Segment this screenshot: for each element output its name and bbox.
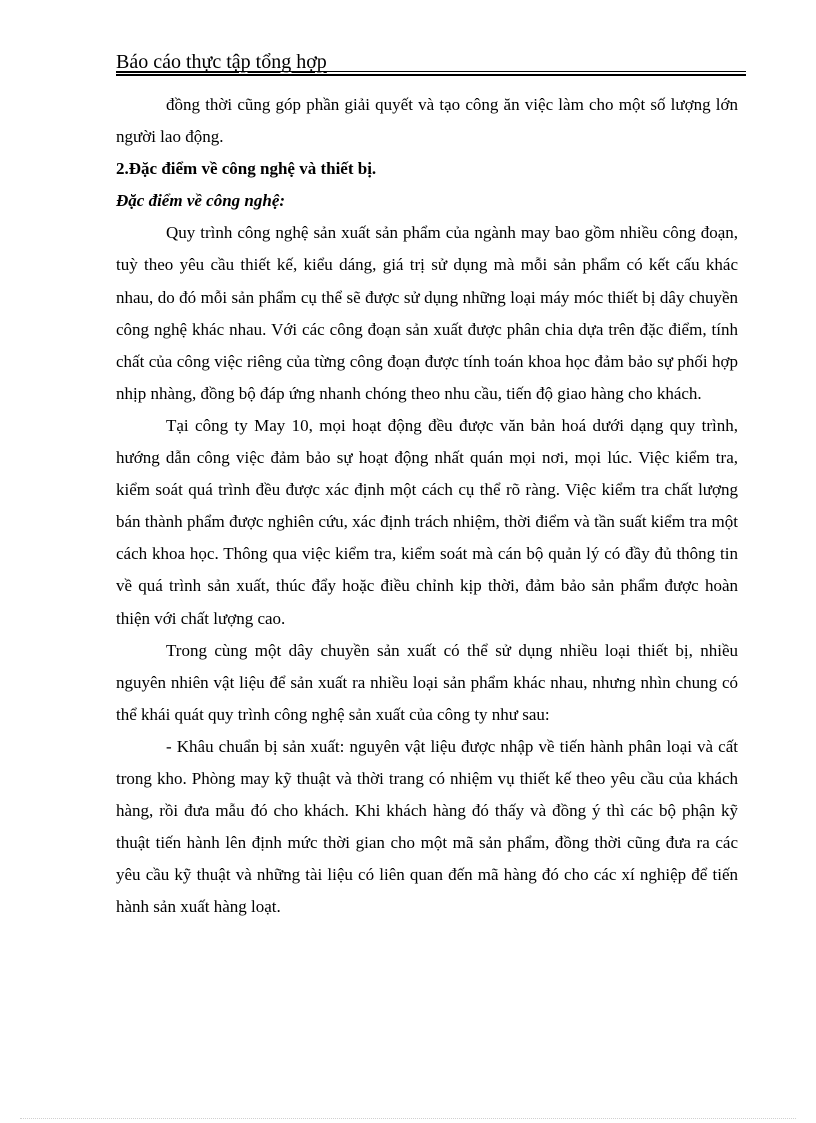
paragraph-preparation-stage: - Khâu chuẩn bị sản xuất: nguyên vật liệu được nhập về tiến hành phân loại và cất trong kho. Phòng may kỹ thuật và thời trang có nhiệm vụ thiết kế theo yêu cầu của khách hàng, rồi đưa mẫu đó cho khách. Khi khách hàng đó thấy và đồng ý thì các bộ phận kỹ thuật tiến hành lên định mức thời gian cho một mã sản phẩm, đồng thời cũng đưa ra các yêu cầu kỹ thuật và những tài liệu có liên quan đến mã hàng đó cho các xí nghiệp để tiến hành sản xuất hàng loạt.: [116, 736, 738, 917]
page-header: [116, 50, 746, 76]
header-title: Báo cáo thực tập tổng hợp: [116, 51, 327, 73]
paragraph-production-line: Trong cùng một dây chuyền sản xuất có thể sử dụng nhiều loại thiết bị, nhiều nguyên nhiên vật liệu để sản xuất ra nhiều loại sản phẩm khác nhau, nhưng nhìn chung có thể khái quát quy trình công nghệ sản xuất của công ty như sau:: [116, 640, 738, 724]
paragraph-continuation: đồng thời cũng góp phần giải quyết và tạo công ăn việc làm cho một số lượng lớn người lao động.: [116, 95, 738, 147]
header-rule-thick: [116, 74, 746, 76]
page-bottom-border: [20, 1118, 796, 1119]
section-heading: 2.Đặc điểm về công nghệ và thiết bị.: [116, 159, 377, 179]
paragraph-process-overview: Quy trình công nghệ sản xuất sản phẩm của ngành may bao gồm nhiều công đoạn, tuỳ theo yêu cầu thiết kế, kiểu dáng, giá trị sử dụng mà mỗi sản phẩm có kết cấu khác nhau, do đó mỗi sản phẩm cụ thể sẽ được sử dụng những loại máy móc thiết bị dây chuyền công nghệ khác nhau. Với các công đoạn sản xuất được phân chia dựa trên đặc điểm, tính chất của công việc riêng của từng công đoạn được tính toán khoa học đảm bảo sự phối hợp nhịp nhàng, đồng bộ đáp ứng nhanh chóng theo nhu cầu, tiến độ giao hàng cho khách.: [116, 223, 738, 403]
header-rule: [116, 71, 746, 72]
section-subheading: Đặc điểm về công nghệ:: [116, 191, 286, 211]
document-body: [116, 89, 738, 923]
paragraph-quality-control: Tại công ty May 10, mọi hoạt động đều được văn bản hoá dưới dạng quy trình, hướng dẫn công việc đảm bảo sự hoạt động nhất quán mọi nơi, mọi lúc. Việc kiểm tra, kiểm soát quá trình đều được xác định một cách cụ thể rõ ràng. Việc kiểm tra chất lượng bán thành phẩm được nghiên cứu, xác định trách nhiệm, thời điểm và tần suất kiểm tra một cách khoa học. Thông qua việc kiểm tra, kiểm soát mà cán bộ quản lý có đầy đủ thông tin về quá trình sản xuất, thúc đẩy hoặc điều chỉnh kịp thời, đảm bảo sản phẩm được hoàn thiện với chất lượng cao.: [116, 415, 738, 628]
